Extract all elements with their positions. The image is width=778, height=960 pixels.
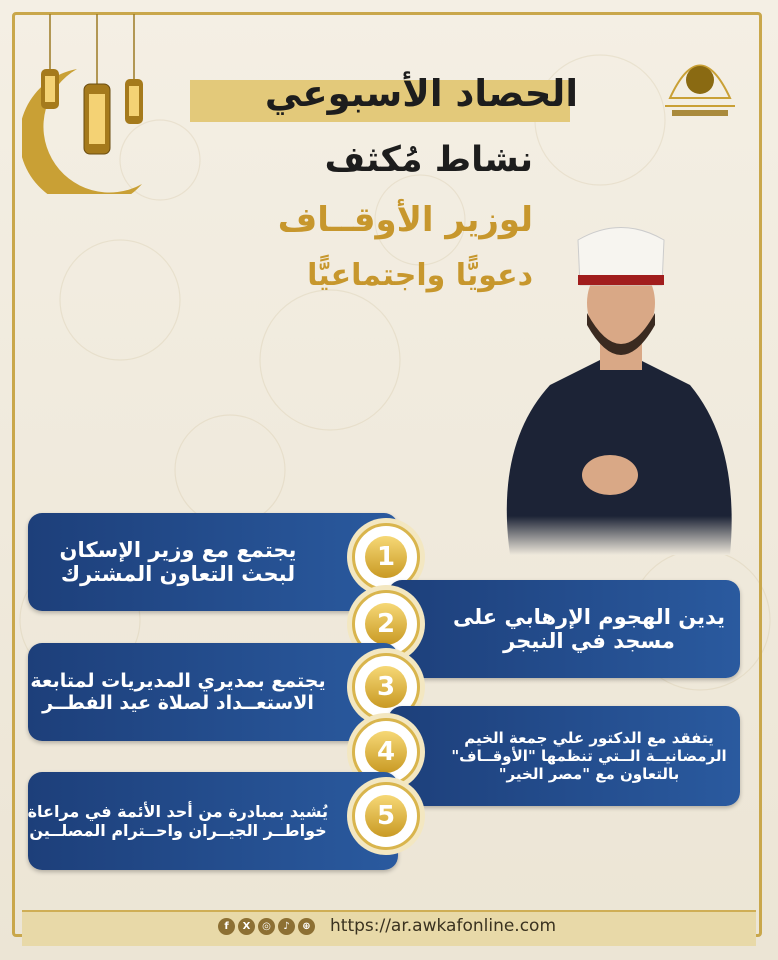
activity-card-4 bbox=[388, 706, 740, 806]
activity-card-2 bbox=[388, 580, 740, 678]
activity-card-3 bbox=[28, 643, 398, 741]
activity-card-1 bbox=[28, 513, 398, 611]
number-badge-1: 1 bbox=[352, 523, 420, 591]
number-badge-4: 4 bbox=[352, 718, 420, 786]
activity-4-line-3: بالتعاون مع "مصر الخير" bbox=[498, 765, 680, 783]
activity-1-line-2: لبحث التعاون المشترك bbox=[60, 562, 296, 586]
ministry-logo bbox=[650, 28, 750, 128]
subtitle-line-3: دعويًّا واجتماعيًّا bbox=[307, 258, 533, 293]
minister-photo bbox=[490, 225, 748, 585]
activity-3-line-2: الاستعــداد لصلاة عيد الفطــر bbox=[42, 692, 314, 714]
activity-2-line-1: يدين الهجوم الإرهابي على bbox=[452, 605, 726, 629]
activity-2-line-2: مسجد في النيجر bbox=[503, 629, 675, 653]
activity-5-line-1: يُشيد بمبادرة من أحد الأئمة في مراعاة bbox=[27, 802, 328, 821]
social-icons bbox=[218, 918, 315, 935]
x-icon[interactable]: X bbox=[238, 918, 255, 935]
web-icon[interactable]: ⊕ bbox=[298, 918, 315, 935]
activity-3-line-1: يجتمع بمديري المديريات لمتابعة bbox=[30, 670, 326, 692]
activity-4-line-2: الرمضانيــة الــتي تنظمها "الأوقــاف" bbox=[451, 747, 727, 765]
number-badge-3: 3 bbox=[352, 653, 420, 721]
activity-5-line-2: خواطــر الجيــران واحــترام المصلــين bbox=[29, 821, 327, 840]
facebook-icon[interactable]: f bbox=[218, 918, 235, 935]
subtitle-line-2: لوزير الأوقــاف bbox=[277, 200, 533, 240]
ramadan-lanterns-icon bbox=[22, 14, 172, 194]
number-badge-5: 5 bbox=[352, 782, 420, 850]
number-badge-2: 2 bbox=[352, 590, 420, 658]
activity-card-5 bbox=[28, 772, 398, 870]
website-link[interactable]: https://ar.awkafonline.com bbox=[330, 916, 557, 936]
tiktok-icon[interactable]: ♪ bbox=[278, 918, 295, 935]
activity-1-line-1: يجتمع مع وزير الإسكان bbox=[59, 538, 297, 562]
activity-4-line-1: يتفقد مع الدكتور علي جمعة الخيم bbox=[464, 729, 714, 747]
subtitle-line-1: نشاط مُكثف bbox=[324, 140, 533, 180]
page-title: الحصاد الأسبوعي bbox=[264, 72, 578, 115]
instagram-icon[interactable]: ◎ bbox=[258, 918, 275, 935]
